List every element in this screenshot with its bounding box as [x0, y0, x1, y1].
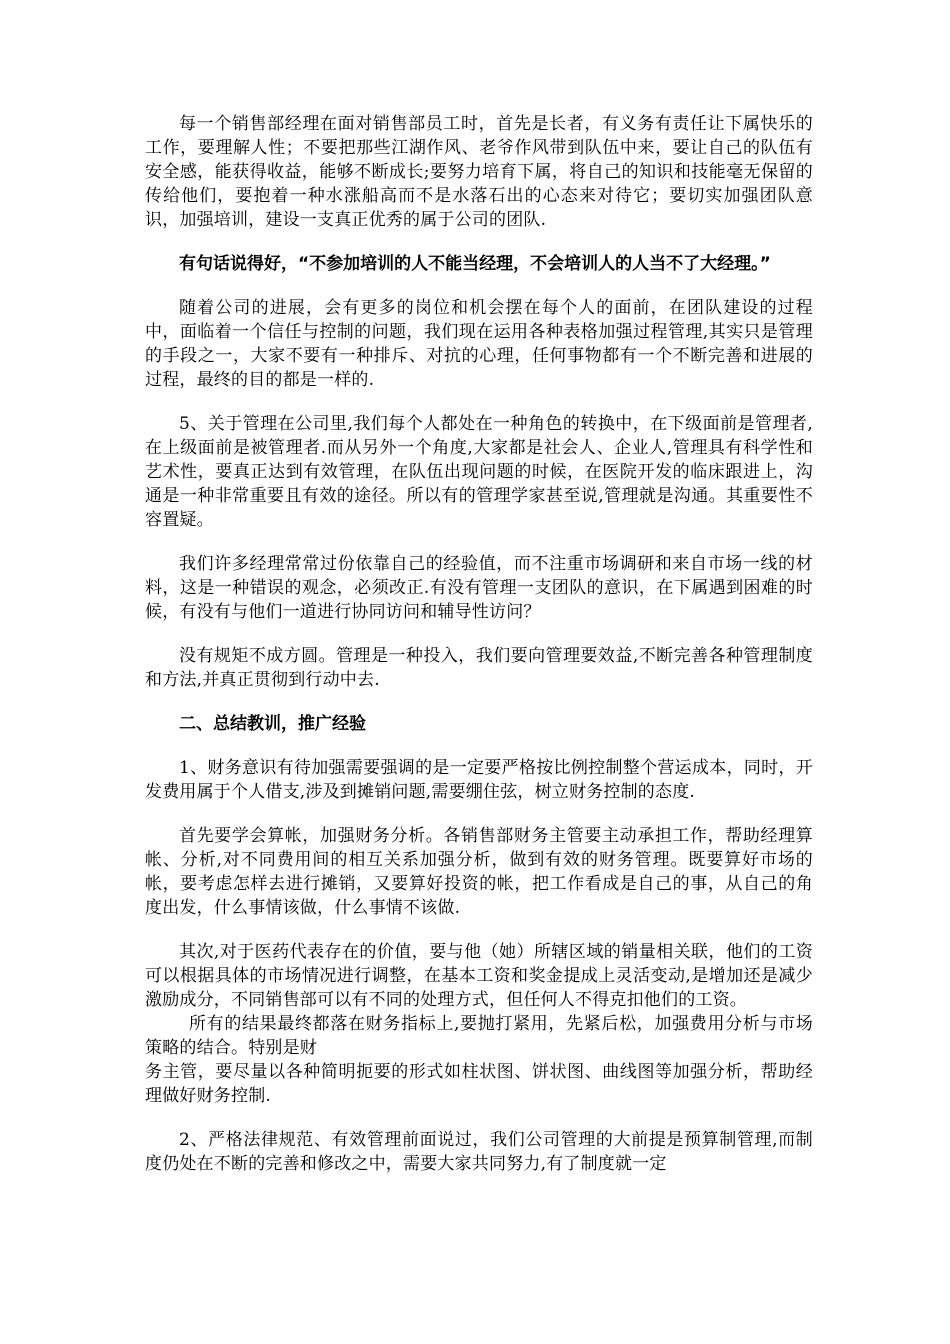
paragraph-training-quote: 有句话说得好，“不参加培训的人不能当经理，不会培训人的人当不了大经理。” — [179, 254, 771, 274]
paragraph-rules: 没有规矩不成方圆。管理是一种投入，我们要向管理要效益,不断完善各种管理制度和方法,并真正贯彻到行动中去. — [145, 646, 813, 690]
paragraph-financial-supervisor: 务主管，要尽量以各种简明扼要的形式如柱状图、饼状图、曲线图等加强分析，帮助经理做好财务控制. — [145, 1062, 813, 1106]
paragraph-management: 5、关于管理在公司里,我们每个人都处在一种角色的转换中，在下级面前是管理者,在上级面前是被管理者.而从另外一个角度,大家都是社会人、企业人,管理具有科学性和艺术性，要真正达到有效管理，在队伍出现问题的时候，在医院开发的临床跟进上，沟通是一种非常重要且有效的途径。所以有的管理学家甚至说,管理就是沟通。其重要性不容置疑。 — [145, 414, 813, 530]
paragraph-experience: 我们许多经理常常过份依靠自己的经验值，而不注重市场调研和来自市场一线的材料，这是一种错误的观念，必须改正.有没有管理一支团队的意识，在下属遇到困难的时候，有没有与他们一道进行协同访问和辅导性访问？ — [145, 554, 813, 622]
paragraph-financial-indicators: 所有的结果最终都落在财务指标上,要抛打紧用，先紧后松，加强费用分析与市场策略的结合。特别是财 — [145, 1014, 813, 1058]
paragraph-accounting: 首先要学会算帐，加强财务分析。各销售部财务主管要主动承担工作，帮助经理算帐、分析,对不同费用间的相互关系加强分析，做到有效的财务管理。既要算好市场的帐，要考虑怎样去进行摊销，又要算好投资的帐，把工作看成是自己的事，从自己的角度出发，什么事情该做，什么事情不该做. — [145, 826, 813, 918]
paragraph-financial-awareness: 1、财务意识有待加强需要强调的是一定要严格按比例控制整个营运成本，同时，开发费用属于个人借支,涉及到摊销问题,需要绷住弦，树立财务控制的态度. — [145, 758, 813, 802]
paragraph-manager-responsibility: 每一个销售部经理在面对销售部员工时，首先是长者，有义务有责任让下属快乐的工作，要理解人性；不要把那些江湖作风、老爷作风带到队伍中来，要让自己的队伍有安全感，能获得收益，能够不断成长;要努力培育下属，将自己的知识和技能毫无保留的传给他们，要抱着一种水涨船高而不是水落石出的心态来对待它；要切实加强团队意识，加强培训，建设一支真正优秀的属于公司的团队. — [145, 114, 813, 230]
paragraph-legal-norms: 2、严格法律规范、有效管理前面说过，我们公司管理的大前提是预算制管理,而制度仍处在不断的完善和修改之中，需要大家共同努力,有了制度就一定 — [145, 1130, 813, 1174]
paragraph-trust-and-control: 随着公司的进展，会有更多的岗位和机会摆在每个人的面前，在团队建设的过程中，面临着一个信任与控制的问题，我们现在运用各种表格加强过程管理,其实只是管理的手段之一，大家不要有一种排斥、对抗的心理，任何事物都有一个不断完善和进展的过程，最终的目的都是一样的. — [145, 298, 813, 390]
document-page — [145, 112, 813, 1196]
paragraph-representative-pay: 其次,对于医药代表存在的价值，要与他（她）所辖区域的销量相关联，他们的工资可以根据具体的市场情况进行调整，在基本工资和奖金提成上灵活变动,是增加还是减少激励成分，不同销售部可以有不同的处理方式，但任何人不得克扣他们的工资。 — [145, 942, 813, 1010]
section-heading-summary: 二、总结教训，推广经验 — [179, 714, 366, 734]
